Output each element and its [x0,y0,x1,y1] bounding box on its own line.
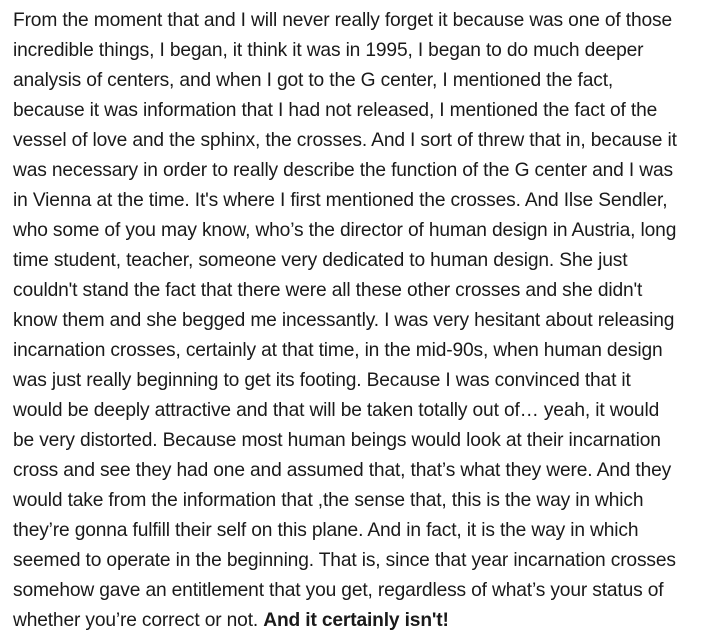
text-line: was just really beginning to get its footing. Because I was convinced that it [13,370,631,391]
text-line: analysis of centers, and when I got to the G center, I mentioned the fact, [13,70,614,91]
text-line: incredible things, I began, it think it was in 1995, I began to do much deeper [13,40,644,61]
text-line: From the moment that and I will never really forget it because was one of those [13,10,672,31]
body-paragraph [13,6,714,636]
text-line: know them and she begged me incessantly. I was very hesitant about releasing [13,310,675,331]
text-line: was necessary in order to really describe the function of the G center and I was [13,160,673,181]
text-line: who some of you may know, who’s the director of human design in Austria, long [13,220,677,241]
text-line: cross and see they had one and assumed that, that’s what they were. And they [13,460,672,481]
text-line: would take from the information that ,the sense that, this is the way in which [13,490,644,511]
text-line: incarnation crosses, certainly at that time, in the mid-90s, when human design [13,340,663,361]
text-line: seemed to operate in the beginning. That is, since that year incarnation crosses [13,550,676,571]
text-line: time student, teacher, someone very dedicated to human design. She just [13,250,628,271]
text-line: couldn't stand the fact that there were all these other crosses and she didn't [13,280,643,301]
text-line: would be deeply attractive and that will be taken totally out of… yeah, it would [13,400,660,421]
text-line: because it was information that I had not released, I mentioned the fact of the [13,100,658,121]
text-line: somehow gave an entitlement that you get, regardless of what’s your status of [13,580,664,601]
text-line: be very distorted. Because most human beings would look at their incarnation [13,430,661,451]
text-line: in Vienna at the time. It's where I first mentioned the crosses. And Ilse Sendler, [13,190,668,211]
text-line: vessel of love and the sphinx, the crosses. And I sort of threw that in, because it [13,130,677,151]
bold-closing-statement: And it certainly isn't! [263,610,449,631]
text-line: they’re gonna fulfill their self on this plane. And in fact, it is the way in which [13,520,639,541]
last-line-plain-text: whether you’re correct or not. [13,610,264,631]
last-text-line [13,606,714,636]
